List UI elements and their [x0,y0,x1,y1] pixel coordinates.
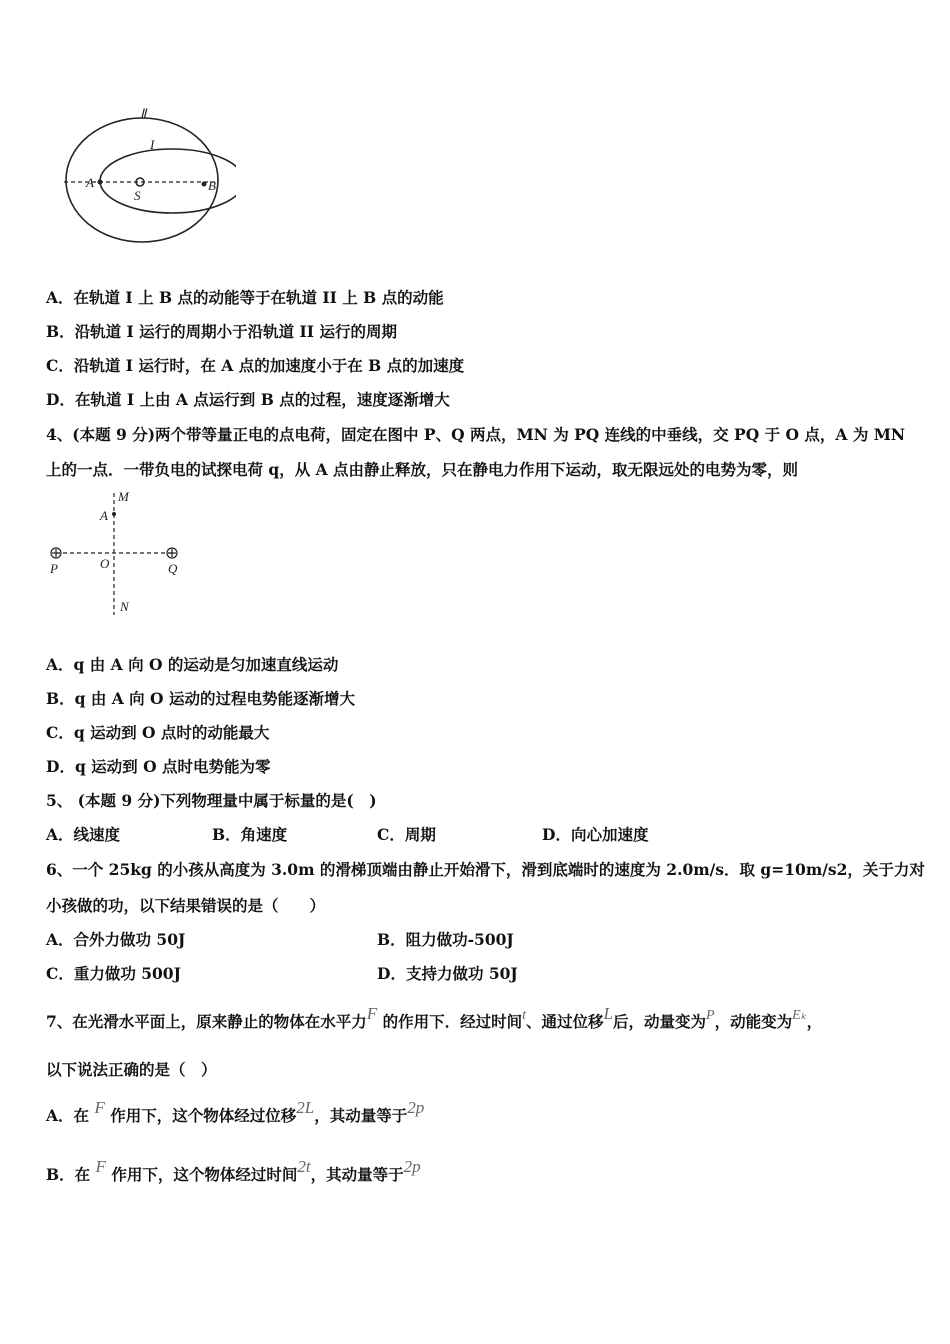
q4-option-a: A．q 由 A 向 O 的运动是匀加速直线运动 [46,655,339,674]
q7-b-text-2: 作用下，这个物体经过时间 [111,1165,298,1184]
q3-option-b: B．沿轨道 I 运行的周期小于沿轨道 II 运行的周期 [46,322,397,341]
q5-option-a: A．线速度 [46,825,121,844]
point-B [202,182,207,187]
label-B: B [208,178,216,193]
q7-b-text-1: B．在 [46,1165,91,1184]
q7-text-3: 、通过位移 [526,1012,604,1031]
q7-a-symbol-2L: 2L [296,1098,315,1117]
q7-symbol-t: t [522,1008,526,1023]
point-A-dot [112,512,116,516]
q7-text-1: 7、在光滑水平面上，原来静止的物体在水平力 [46,1012,367,1031]
label-N: N [120,599,129,614]
q7-text-6: ， [806,1012,823,1031]
label-O: O [100,556,110,571]
q5-option-d: D．向心加速度 [542,825,649,844]
q7-symbol-p: P [706,1008,715,1023]
q5-option-c: C．周期 [377,825,436,844]
q7-a-symbol-2p: 2p [407,1098,425,1117]
q7-b-symbol-2p: 2p [403,1157,421,1176]
q4-option-d: D．q 运动到 O 点时电势能为零 [46,757,271,776]
q6-option-b: B．阻力做功-500J [377,930,514,949]
q4-option-b: B．q 由 A 向 O 运动的过程电势能逐渐增大 [46,689,355,708]
label-II: Ⅱ [140,106,147,121]
q7-symbol-Ek: Eₖ [792,1008,807,1023]
q7-b-text-3: ，其动量等于 [310,1165,404,1184]
label-A: A [100,508,108,523]
q7-symbol-F: F [366,1004,378,1023]
q7-b-symbol-F: F [95,1157,106,1176]
q4-stem-line1: 4、(本题 9 分)两个带等量正电的点电荷，固定在图中 P、Q 两点，MN 为 PQ 连线的中垂线，交 PQ 于 O 点，A 为 MN [46,425,906,444]
q6-option-d: D．支持力做功 50J [377,964,518,983]
q4-option-c: C．q 运动到 O 点时的动能最大 [46,723,270,742]
label-M: M [118,489,129,504]
charges-figure [42,485,192,620]
q7-a-text-1: A．在 [46,1106,90,1125]
q6-stem-line2: 小孩做的功，以下结果错误的是（ ） [46,896,326,915]
q5-option-b: B．角速度 [212,825,288,844]
q7-option-b [46,1157,421,1185]
q3-option-a: A．在轨道 I 上 B 点的动能等于在轨道 II 上 B 点的动能 [46,288,444,307]
q7-b-symbol-2t: 2t [297,1157,311,1176]
orbit-figure [46,100,236,250]
q6-stem-line1: 6、一个 25kg 的小孩从高度为 3.0m 的滑梯顶端由静止开始滑下，滑到底端时的速度为 2.0m/s．取 g=10m/s2，关于力对 [46,860,925,879]
label-A: A [86,175,94,190]
point-A [98,180,103,185]
q4-stem-line2: 上的一点．一带负电的试探电荷 q，从 A 点由静止释放，只在静电力作用下运动，取无限远处的电势为零，则 [46,460,799,479]
q7-option-a [46,1098,425,1126]
q7-stem-line2: 以下说法正确的是（ ） [46,1060,217,1079]
label-Q: Q [168,561,178,576]
q7-stem-line1 [46,1004,823,1032]
q6-option-c: C．重力做功 500J [46,964,181,983]
q7-text-5: ，动能变为 [714,1012,793,1031]
label-I: I [150,137,155,152]
q3-option-d: D．在轨道 I 上由 A 点运行到 B 点的过程，速度逐渐增大 [46,390,450,409]
q7-a-text-3: ，其动量等于 [314,1106,408,1125]
label-P: P [50,561,58,576]
q5-stem: 5、 (本题 9 分)下列物理量中属于标量的是( ) [46,791,377,810]
label-S: S [134,188,141,203]
q7-a-symbol-F: F [94,1098,105,1117]
q6-option-a: A．合外力做功 50J [46,930,186,949]
q7-text-4: 后，动量变为 [612,1012,706,1031]
q7-a-text-2: 作用下，这个物体经过位移 [110,1106,297,1125]
q7-symbol-L: L [603,1004,613,1023]
q3-option-c: C．沿轨道 I 运行时，在 A 点的加速度小于在 B 点的加速度 [46,356,465,375]
q7-text-2: 的作用下．经过时间 [382,1012,523,1031]
